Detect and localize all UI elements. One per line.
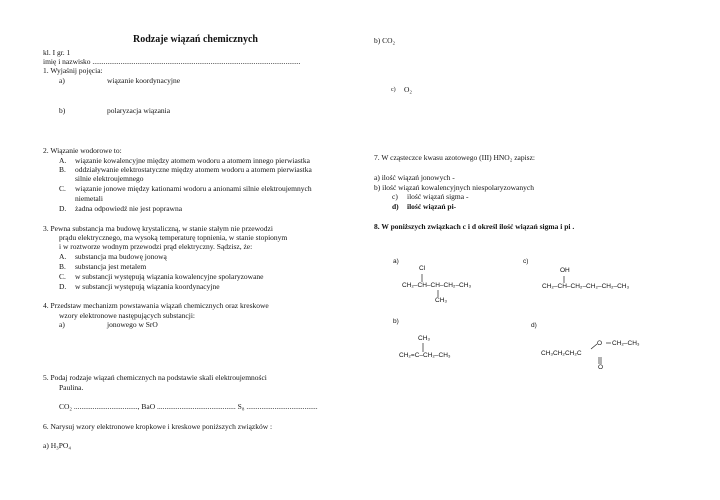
q2-opt-5-letter: D. bbox=[59, 204, 67, 213]
q7-b: b) ilość wiązań kowalencyjnych niespolaryzowanych bbox=[374, 183, 534, 192]
q3-opt-2-letter: C. bbox=[59, 272, 66, 281]
q1-label: 1. Wyjaśnij pojęcia: bbox=[43, 66, 103, 75]
class-group: kl. I gr. 1 bbox=[43, 48, 71, 57]
mol-d-o-ring: O bbox=[597, 340, 603, 347]
q5-line-1: Paulina. bbox=[59, 383, 84, 392]
q4-line-1: wzory elektronowe następujących substancji: bbox=[59, 311, 195, 320]
q3-opt-1-letter: B. bbox=[59, 262, 66, 271]
mol-a-sub-bottom: CH₃ bbox=[435, 297, 448, 304]
mol-b-bonds bbox=[400, 330, 500, 370]
mol-a-label: a) bbox=[393, 258, 399, 265]
q6-a: a) H₃PO₄ bbox=[43, 441, 71, 450]
mol-a-sub-top: Cl bbox=[419, 265, 426, 272]
q2-opt-0-text: wiązanie kowalencyjne między atomem wodoru a atomem innego pierwiastka bbox=[75, 156, 310, 165]
q1-a-text: wiązanie koordynacyjne bbox=[107, 76, 181, 85]
mol-d-ethyl: CH₂–CH₃ bbox=[612, 340, 640, 347]
mol-d-label: d) bbox=[531, 322, 537, 329]
mol-d-formula: CH₃CH₂CH₂C bbox=[541, 350, 582, 357]
q1-b-text: polaryzacja wiązania bbox=[107, 106, 171, 115]
q5-line-0: 5. Podaj rodzaje wiązań chemicznych na podstawie skali elektroujemności bbox=[43, 373, 267, 382]
q8-label: 8. W poniższych związkach c i d określ ilość wiązań sigma i pi . bbox=[374, 222, 575, 231]
q3-opt-1-text: substancja jest metalem bbox=[75, 262, 147, 271]
co2-item: b) CO₂ bbox=[374, 36, 396, 45]
q3-opt-2-text: w substancji występują wiązania kowalencyjne spolaryzowane bbox=[75, 272, 264, 281]
mol-c-bonds bbox=[540, 260, 640, 300]
q7-c-letter: c) bbox=[392, 192, 398, 201]
q7-a: a) ilość wiązań jonowych - bbox=[374, 173, 455, 182]
mol-c-label: c) bbox=[523, 258, 529, 265]
q3-line-0: 3. Pewna substancja ma budowę krystaliczną, w stanie stałym nie przewodzi bbox=[43, 224, 273, 233]
q3-opt-0-text: substancja ma budowę jonową bbox=[75, 252, 167, 261]
q3-line-2: i w roztworze wodnym przewodzi prąd elektryczny. Sądzisz, że: bbox=[59, 242, 253, 251]
q2-opt-4-text: niemetali bbox=[75, 194, 103, 203]
q2-opt-2-text: silnie elektroujemnego bbox=[75, 174, 144, 183]
q2-opt-5-text: żadna odpowiedź nie jest poprawna bbox=[75, 204, 183, 213]
q2-opt-1-text: oddziaływanie elektrostatyczne między atomem wodoru a atomem pierwiastka bbox=[75, 165, 312, 174]
q3-opt-3-text: w substancji występują wiązania koordynacyjne bbox=[75, 282, 220, 291]
q2-opt-1-letter: B. bbox=[59, 165, 66, 174]
q2-label: 2. Wiązanie wodorowe to: bbox=[43, 146, 122, 155]
page-title: Rodzaje wiązań chemicznych bbox=[133, 34, 258, 45]
q7-c: ilość wiązań sigma - bbox=[407, 192, 469, 201]
q3-opt-3-letter: D. bbox=[59, 282, 67, 291]
q4-line-0: 4. Przedstaw mechanizm powstawania wiązań chemicznych oraz kreskowe bbox=[43, 301, 269, 310]
q3-opt-0-letter: A. bbox=[59, 252, 67, 261]
q2-opt-3-text: wiązanie jonowe między kationami wodoru a anionami silnie elektroujemnych bbox=[75, 184, 312, 193]
q1-a-letter: a) bbox=[59, 76, 65, 85]
q2-opt-3-letter: C. bbox=[59, 184, 66, 193]
mol-a-formula: CH₂–CH–CH–CH₂–CH₃ bbox=[402, 282, 472, 289]
q1-b-letter: b) bbox=[59, 106, 66, 115]
q7-d: ilość wiązań pi- bbox=[407, 202, 457, 211]
q7-label: 7. W cząsteczce kwasu azotowego (III) HNO₂ zapisz: bbox=[374, 153, 536, 162]
q4-a-letter: a) bbox=[59, 320, 65, 329]
mol-c-sub-top: OH bbox=[560, 267, 570, 274]
mol-b-sub-top: CH₃ bbox=[418, 335, 431, 342]
q6-label: 6. Narysuj wzory elektronowe kropkowe i kreskowe poniższych związków : bbox=[43, 422, 273, 431]
q4-a-text: jonowego w SrO bbox=[107, 320, 158, 329]
mol-d-bonds bbox=[580, 335, 640, 375]
mol-b-formula: CH₂=C–CH₂–CH₃ bbox=[399, 352, 451, 359]
q7-d-letter: d) bbox=[392, 202, 399, 211]
mol-a-bonds bbox=[400, 260, 500, 310]
mol-c-formula: CH₂–CH–CH₂–CH₂–CH₂–CH₃ bbox=[542, 283, 630, 290]
name-line: imię i nazwisko ............................................................................................................... bbox=[43, 57, 301, 66]
q3-line-1: prądu elektrycznego, ma wysoką temperaturę topnienia, w stanie stopionym bbox=[59, 233, 288, 242]
o2-item-letter: c) bbox=[391, 87, 396, 93]
mol-b-label: b) bbox=[393, 318, 399, 325]
o2-item: O₂ bbox=[404, 85, 413, 94]
mol-d-o-bottom: O bbox=[598, 364, 604, 371]
q2-opt-0-letter: A. bbox=[59, 156, 67, 165]
q5-fill: CO₂ .................................., BaO .......................................... S₈ ...................................... bbox=[59, 402, 318, 411]
